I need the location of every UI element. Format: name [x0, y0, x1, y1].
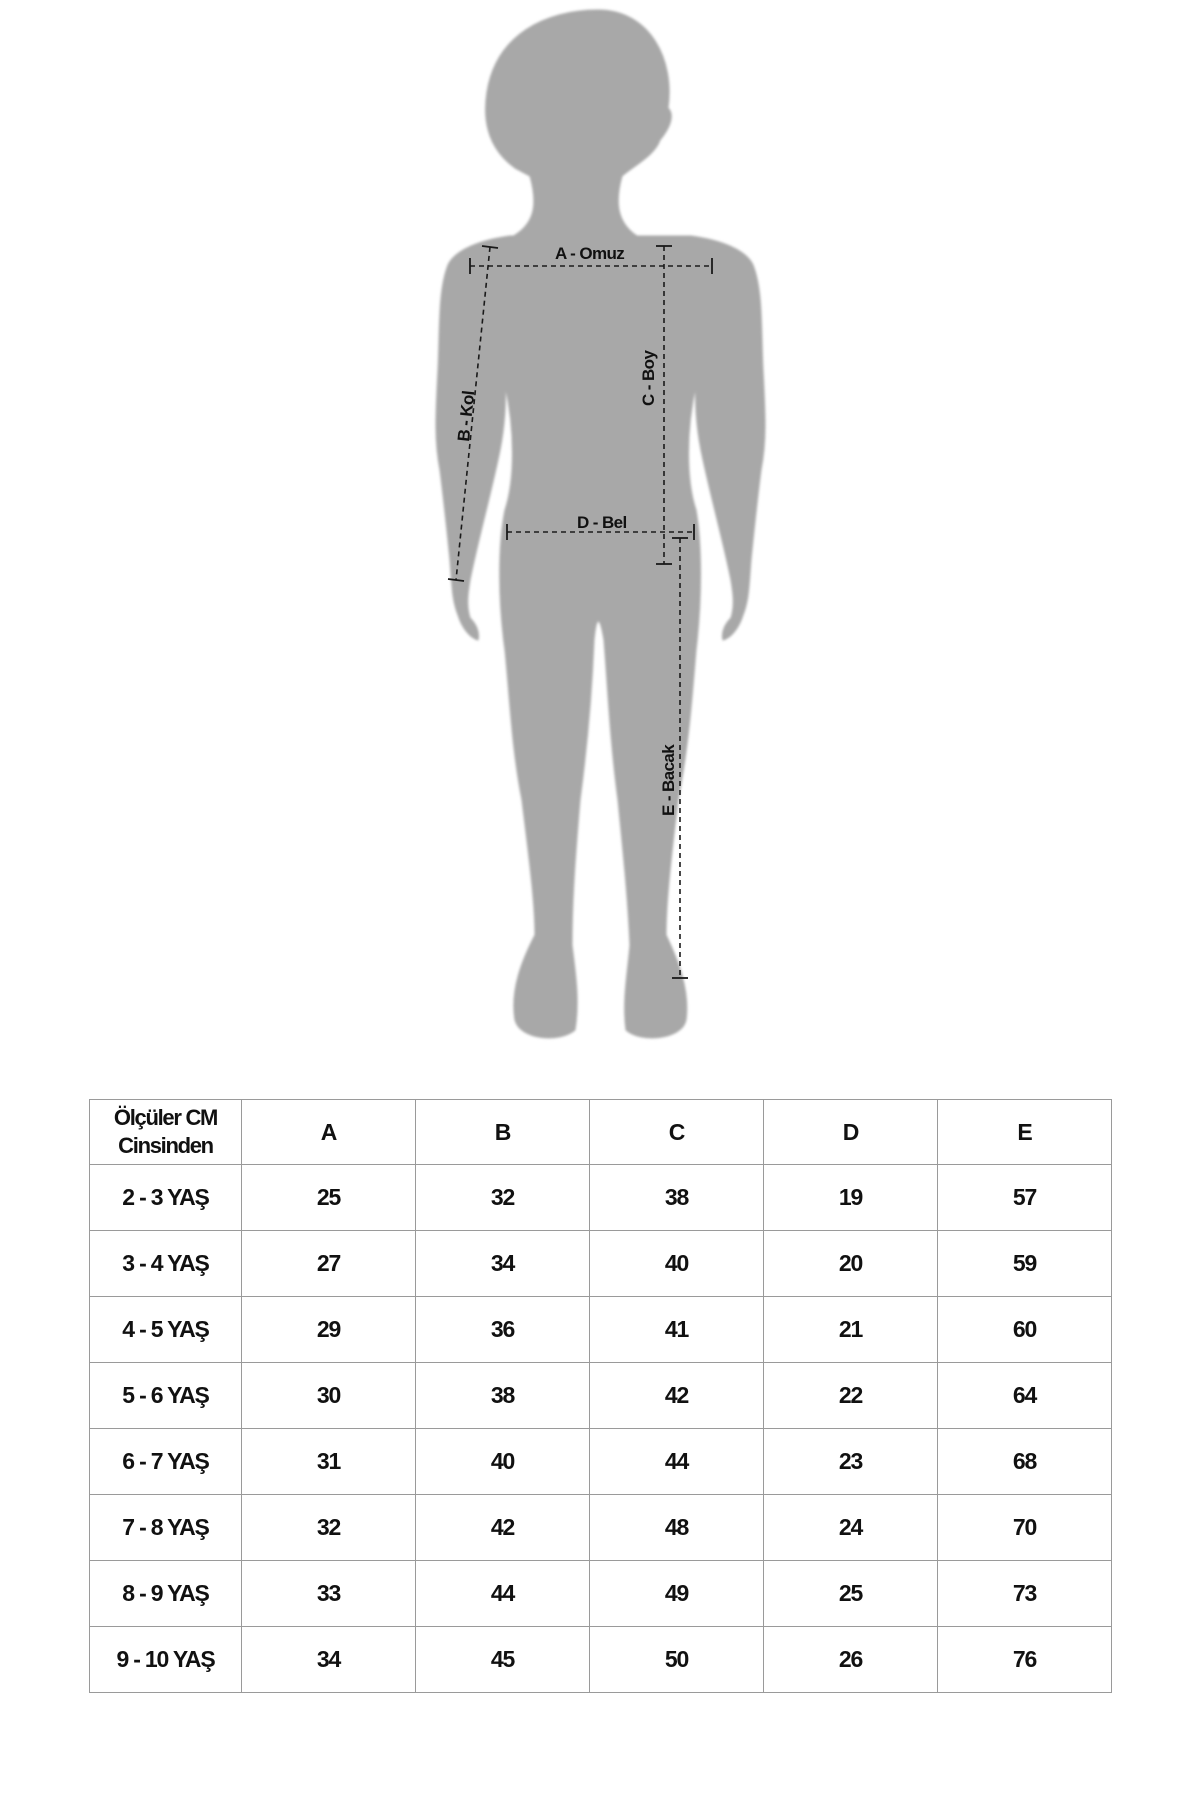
value-cell: 70 — [938, 1495, 1112, 1561]
value-cell: 40 — [590, 1231, 764, 1297]
value-cell: 59 — [938, 1231, 1112, 1297]
value-cell: 60 — [938, 1297, 1112, 1363]
value-cell: 36 — [416, 1297, 590, 1363]
table-row — [90, 1429, 1112, 1495]
column-header: A — [242, 1100, 416, 1165]
value-cell: 45 — [416, 1627, 590, 1693]
column-header: C — [590, 1100, 764, 1165]
value-cell: 21 — [764, 1297, 938, 1363]
shoulder-label: A - Omuz — [555, 244, 625, 263]
value-cell: 42 — [416, 1495, 590, 1561]
value-cell: 34 — [416, 1231, 590, 1297]
age-cell: 2 - 3 YAŞ — [90, 1165, 242, 1231]
column-header: B — [416, 1100, 590, 1165]
value-cell: 73 — [938, 1561, 1112, 1627]
value-cell: 25 — [242, 1165, 416, 1231]
value-cell: 31 — [242, 1429, 416, 1495]
value-cell: 26 — [764, 1627, 938, 1693]
waist-label: D - Bel — [577, 513, 627, 532]
value-cell: 48 — [590, 1495, 764, 1561]
sleeve-label: B - Kol — [454, 390, 479, 443]
value-cell: 44 — [590, 1429, 764, 1495]
corner-header-line1: Ölçüler CM — [113, 1105, 218, 1130]
value-cell: 38 — [590, 1165, 764, 1231]
corner-header — [90, 1100, 242, 1165]
value-cell: 44 — [416, 1561, 590, 1627]
age-cell: 4 - 5 YAŞ — [90, 1297, 242, 1363]
value-cell: 23 — [764, 1429, 938, 1495]
value-cell: 19 — [764, 1165, 938, 1231]
size-chart-table — [89, 1099, 1112, 1693]
value-cell: 27 — [242, 1231, 416, 1297]
table-header-row — [90, 1100, 1112, 1165]
value-cell: 50 — [590, 1627, 764, 1693]
table-row — [90, 1297, 1112, 1363]
value-cell: 30 — [242, 1363, 416, 1429]
table-row — [90, 1363, 1112, 1429]
table-row — [90, 1561, 1112, 1627]
column-header: E — [938, 1100, 1112, 1165]
age-cell: 9 - 10 YAŞ — [90, 1627, 242, 1693]
age-cell: 6 - 7 YAŞ — [90, 1429, 242, 1495]
table-row — [90, 1231, 1112, 1297]
value-cell: 22 — [764, 1363, 938, 1429]
value-cell: 20 — [764, 1231, 938, 1297]
value-cell: 40 — [416, 1429, 590, 1495]
value-cell: 64 — [938, 1363, 1112, 1429]
table-row — [90, 1165, 1112, 1231]
value-cell: 29 — [242, 1297, 416, 1363]
age-cell: 3 - 4 YAŞ — [90, 1231, 242, 1297]
value-cell: 41 — [590, 1297, 764, 1363]
table-row — [90, 1627, 1112, 1693]
value-cell: 76 — [938, 1627, 1112, 1693]
value-cell: 57 — [938, 1165, 1112, 1231]
value-cell: 32 — [242, 1495, 416, 1561]
value-cell: 33 — [242, 1561, 416, 1627]
column-header: D — [764, 1100, 938, 1165]
corner-header-line2: Cinsinden — [118, 1133, 213, 1158]
value-cell: 68 — [938, 1429, 1112, 1495]
value-cell: 42 — [590, 1363, 764, 1429]
value-cell: 38 — [416, 1363, 590, 1429]
value-cell: 25 — [764, 1561, 938, 1627]
age-cell: 7 - 8 YAŞ — [90, 1495, 242, 1561]
value-cell: 34 — [242, 1627, 416, 1693]
age-cell: 5 - 6 YAŞ — [90, 1363, 242, 1429]
value-cell: 24 — [764, 1495, 938, 1561]
value-cell: 49 — [590, 1561, 764, 1627]
value-cell: 32 — [416, 1165, 590, 1231]
table-row — [90, 1495, 1112, 1561]
age-cell: 8 - 9 YAŞ — [90, 1561, 242, 1627]
length-label: C - Boy — [639, 350, 658, 406]
leg-label: E - Bacak — [659, 744, 678, 816]
